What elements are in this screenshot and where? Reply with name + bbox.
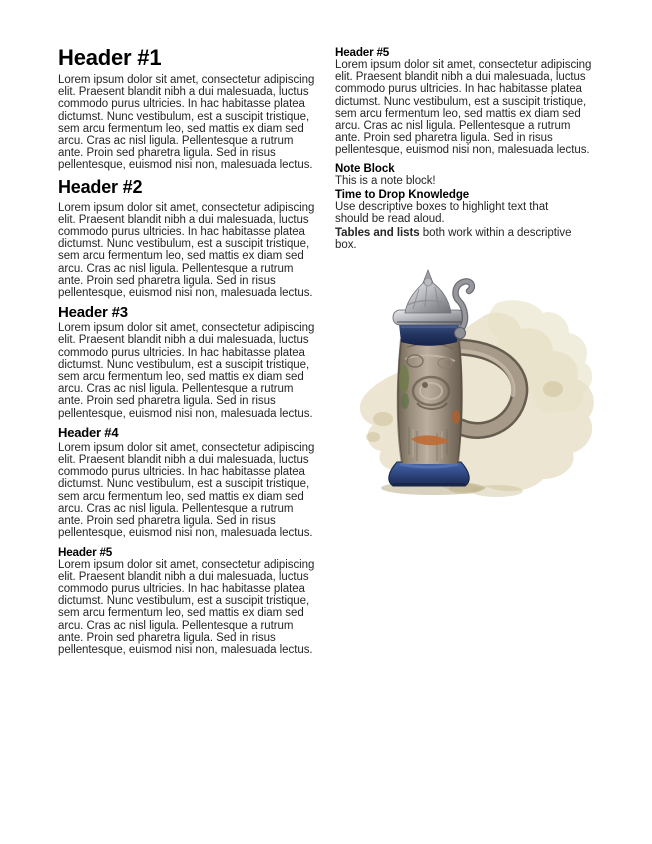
lorem-paragraph-6: Lorem ipsum dolor sit amet, consectetur adipiscing elit. Praesent blandit nibh a dui malesuada, luctus commodo purus ultricies. In hac habitasse platea dictumst. Nunc vestibulum, est a suscipit tristique, sem arcu fermentum leo, sed mattis ex diam sed arcu. Cras ac nisl ligula. Pellentesque a rutrum ante. Proin sed pharetra ligula. Sed in risus pellentesque, euismod nisi non, malesuada lectus. (335, 59, 592, 157)
lorem-paragraph-1: Lorem ipsum dolor sit amet, consectetur adipiscing elit. Praesent blandit nibh a dui malesuada, luctus commodo purus ultricies. In hac habitasse platea dictumst. Nunc vestibulum, est a suscipit tristique, sem arcu fermentum leo, sed mattis ex diam sed arcu. Cras ac nisl ligula. Pellentesque a rutrum ante. Proin sed pharetra ligula. Sed in risus pellentesque, euismod nisi non, malesuada lectus. (58, 74, 315, 172)
stein-finial (423, 270, 433, 286)
stein-green-accent (399, 365, 409, 393)
stein-green-accent-small (401, 393, 409, 409)
stein-base (389, 462, 469, 486)
stein-lid (405, 270, 451, 313)
header-5-right: Header #5 (335, 46, 390, 59)
header-2: Header #2 (58, 176, 143, 197)
lorem-paragraph-5: Lorem ipsum dolor sit amet, consectetur adipiscing elit. Praesent blandit nibh a dui malesuada, luctus commodo purus ultricies. In hac habitasse platea dictumst. Nunc vestibulum, est a suscipit tristique, sem arcu fermentum leo, sed mattis ex diam sed arcu. Cras ac nisl ligula. Pellentesque a rutrum ante. Proin sed pharetra ligula. Sed in risus pellentesque, euismod nisi non, malesuada lectus. (58, 558, 315, 656)
header-1: Header #1 (58, 45, 162, 70)
note-block-body: This is a note block! (335, 174, 436, 187)
left-column (58, 46, 320, 662)
stein-orange-accent-small (452, 410, 460, 424)
header-3: Header #3 (58, 304, 128, 322)
lorem-paragraph-4: Lorem ipsum dolor sit amet, consectetur adipiscing elit. Praesent blandit nibh a dui malesuada, luctus commodo purus ultricies. In hac habitasse platea dictumst. Nunc vestibulum, est a suscipit tristique, sem arcu fermentum leo, sed mattis ex diam sed arcu. Cras ac nisl ligula. Pellentesque a rutrum ante. Proin sed pharetra ligula. Sed in risus pellentesque, euismod nisi non, malesuada lectus. (58, 441, 315, 540)
tables-lists-bold-lead: Tables and lists (335, 226, 420, 239)
tables-lists-note (335, 227, 580, 251)
stein-band (399, 324, 459, 346)
lorem-paragraph-2: Lorem ipsum dolor sit amet, consectetur adipiscing elit. Praesent blandit nibh a dui malesuada, luctus commodo purus ultricies. In hac habitasse platea dictumst. Nunc vestibulum, est a suscipit tristique, sem arcu fermentum leo, sed mattis ex diam sed arcu. Cras ac nisl ligula. Pellentesque a rutrum ante. Proin sed pharetra ligula. Sed in risus pellentesque, euismod nisi non, malesuada lectus. (58, 201, 315, 300)
header-5-left: Header #5 (58, 545, 113, 559)
right-column (335, 46, 597, 500)
beer-stein-illustration (347, 267, 599, 497)
stein-figure (347, 267, 597, 500)
header-4: Header #4 (58, 424, 119, 440)
stein-body (397, 337, 462, 464)
knowledge-title: Time to Drop Knowledge (335, 188, 470, 201)
lorem-paragraph-3: Lorem ipsum dolor sit amet, consectetur adipiscing elit. Praesent blandit nibh a dui malesuada, luctus commodo purus ultricies. In hac habitasse platea dictumst. Nunc vestibulum, est a suscipit tristique, sem arcu fermentum leo, sed mattis ex diam sed arcu. Cras ac nisl ligula. Pellentesque a rutrum ante. Proin sed pharetra ligula. Sed in risus pellentesque, euismod nisi non, malesuada lectus. (58, 322, 315, 420)
stein-hinge (455, 327, 466, 338)
tables-lists-rest: both work within a descriptive box. (335, 226, 572, 251)
note-block-title: Note Block (335, 162, 395, 175)
knowledge-body: Use descriptive boxes to highlight text that should be read aloud. (335, 200, 549, 225)
